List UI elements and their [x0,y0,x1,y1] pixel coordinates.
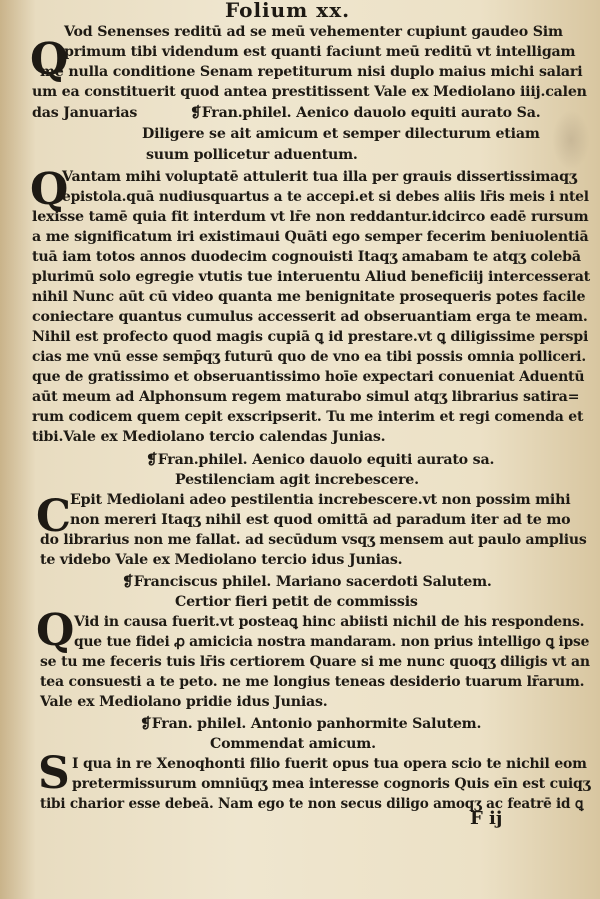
initial-letter: C [36,491,72,542]
text-line: tea consuesti a te peto. ne me longius teneas desiderio tuarum lr̄arum. [40,674,585,690]
text-line: aūt meum ad Alphonsum regem maturabo simul atqʒ librarius satira= [32,389,580,405]
text-line: Epit Mediolani adeo pestilentia increbescere.vt non possim mihi [70,492,571,508]
text-line: non mereri Itaqʒ nihil est quod omittā ad paradum iter ad te mo [70,512,571,528]
signature-mark: F ij [470,808,503,829]
initial-letter: Q [30,164,69,215]
text-line: ❡Fran.philel. Aenico dauolo equiti aurato sa. [146,452,495,468]
text-line: Commendat amicum. [210,736,376,752]
text-line: cias me vnū esse semp̄qʒ futurū quo de vno ea tibi possis omnia polliceri. [32,349,586,365]
text-line: Diligere se ait amicum et semper dilecturum etiam [142,126,540,142]
text-line: primum tibi videndum est quanti faciunt meū reditū vt intelligam [64,44,576,60]
text-line: ❡Franciscus philel. Mariano sacerdoti Salutem. [122,574,492,590]
text-line: Vantam mihi voluptatē attulerit tua illa per grauis dissertissimaqʒ [62,169,577,185]
text-line: Pestilenciam agit increbescere. [175,472,419,488]
text-line: tibi.Vale ex Mediolano tercio calendas Junias. [32,429,386,445]
text-line: tibi charior esse debeā. Nam ego te non secus diligo amoqʒ ac featrē id ꝗ [40,796,584,812]
initial-letter: Q [36,605,75,656]
text-line: Vod Senenses reditū ad se meū vehementer cupiunt gaudeo Sim [64,24,563,40]
text-line: me nulla conditione Senam repetiturum nisi duplo maius michi salari [40,64,583,80]
text-line: que tue fidei ꝓ amicicia nostra mandaram. non prius intelligo ꝗ ipse [74,634,590,650]
text-line: rum codicem quem cepit exscripserit. Tu me interim et regi comenda et [32,409,584,425]
text-line: te videbo Vale ex Mediolano tercio idus Junias. [40,552,403,568]
text-line: Vale ex Mediolano pridie idus Junias. [40,694,328,710]
text-line: ❡Fran.philel. Aenico dauolo equiti aurato Sa. [190,105,541,121]
text-line: epistola.quā nudiusquartus a te accepi.et si debes aliis lr̄is meis i ntel [62,189,589,205]
text-line: se tu me feceris tuis lr̄is certiorem Quare si me nunc quoqʒ diligis vt an [40,654,590,670]
folio-number: Folium xx. [225,0,351,22]
ink-bleed-stain [552,110,590,170]
text-line: Nihil est profecto quod magis cupiā ꝗ id prestare.vt ꝗ diligissime perspi [32,329,589,345]
text-line: Certior fieri petit de commissis [175,594,418,610]
text-line: lexisse tamē quia fit interdum vt lr̄e non reddantur.idcirco eadē rursum [32,209,589,225]
text-line: nihil Nunc aūt cū video quanta me benignitate prosequeris potes facile [32,289,586,305]
text-line: coniectare quantus cumulus accesserit ad obseruantiam erga te meam. [32,309,588,325]
initial-letter: S [38,748,70,799]
text-line: um ea constituerit quod antea prestitissent Vale ex Mediolano iiij.calen [32,84,587,100]
text-line: do librarius non me fallat. ad secūdum vsqʒ mensem aut paulo amplius [40,532,587,548]
text-line: suum pollicetur aduentum. [146,147,358,163]
initial-letter: Q [30,34,69,85]
text-line: plurimū solo egregie vtutis tue interuentu Aliud beneficiij intercesserat [32,269,591,285]
text-line: Vid in causa fuerit.vt posteaꝗ hinc abiisti nichil de his respondens. [74,614,585,630]
text-line: ❡Fran. philel. Antonio panhormite Salutem. [140,716,482,732]
text-line: tuā iam totos annos duodecim cognouisti Itaqʒ amabam te atqʒ colebā [32,249,581,265]
page-header [0,0,600,22]
text-line: I qua in re Xenoqhonti filio fuerit opus tua opera scio te nichil eom [72,756,587,772]
text-line: pretermissurum omniūqʒ mea interesse cognoris Quis eīn est cuiqʒ [72,776,591,792]
text-line: a me significatum iri existimaui Quāti ego semper fecerim beniuolentiā [32,229,589,245]
text-line: das Januarias [32,105,138,121]
text-line: que de gratissimo et obseruantissimo hoīe expectari conueniat Aduentū [32,369,585,385]
